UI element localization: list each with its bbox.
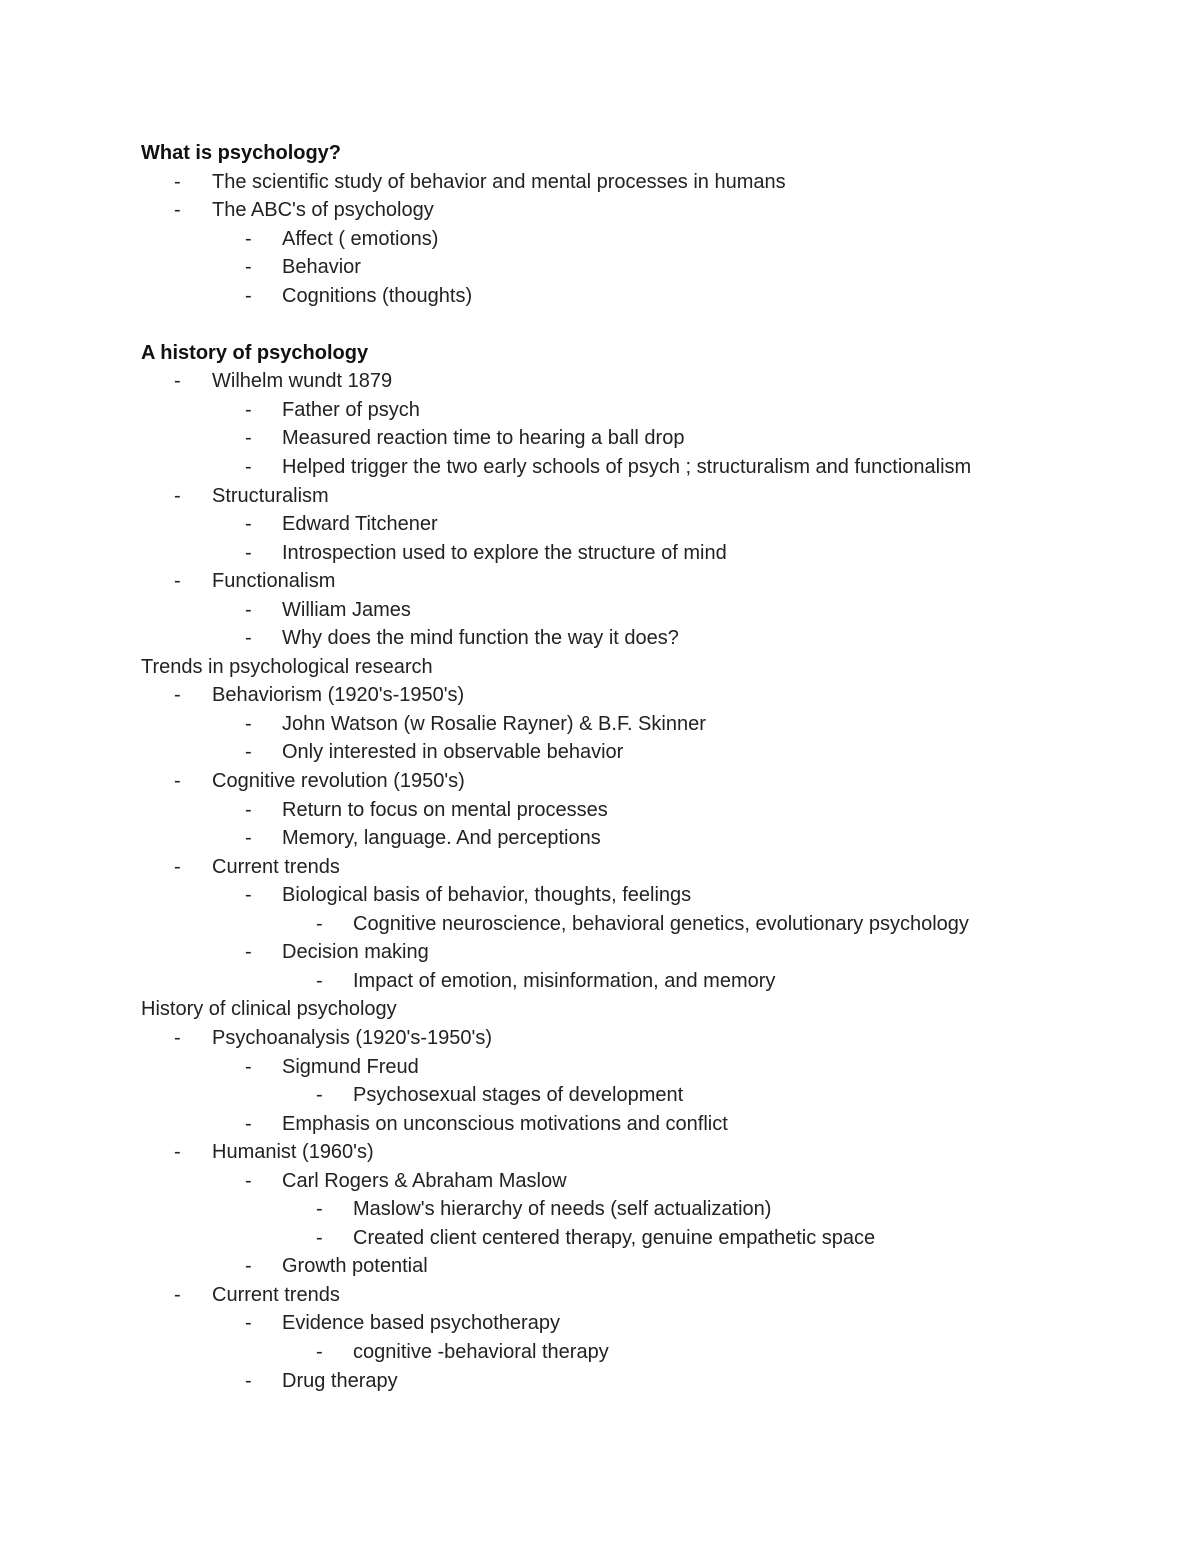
dash-bullet: -: [174, 199, 181, 222]
dash-bullet: -: [316, 1340, 323, 1363]
list-item-level-2: [141, 225, 1141, 254]
list-item-text: Cognitive neuroscience, behavioral genetics, evolutionary psychology: [353, 912, 969, 935]
list-item-level-3: [141, 1338, 1141, 1367]
list-item-text: Maslow's hierarchy of needs (self actualization): [353, 1198, 772, 1221]
list-item-level-3: [141, 1195, 1141, 1224]
list-item-level-2: [141, 1309, 1141, 1338]
dash-bullet: -: [316, 969, 323, 992]
dash-bullet: -: [245, 627, 252, 650]
list-item-text: Impact of emotion, misinformation, and memory: [353, 969, 776, 992]
section-title: History of clinical psychology: [141, 998, 397, 1021]
list-item-level-1: [141, 681, 1141, 710]
list-item-text: Biological basis of behavior, thoughts, feelings: [282, 884, 692, 907]
dash-bullet: -: [245, 741, 252, 764]
list-item-level-1: [141, 767, 1141, 796]
dash-bullet: -: [174, 1141, 181, 1164]
list-item-level-2: [141, 1110, 1141, 1139]
dash-bullet: -: [245, 827, 252, 850]
dash-bullet: -: [245, 1369, 252, 1392]
dash-bullet: -: [245, 284, 252, 307]
list-item-text: Return to focus on mental processes: [282, 798, 608, 821]
list-item-text: Carl Rogers & Abraham Maslow: [282, 1169, 567, 1192]
list-item-level-1: [141, 196, 1141, 225]
list-item-text: William James: [282, 598, 411, 621]
dash-bullet: -: [174, 770, 181, 793]
list-item-level-1: [141, 567, 1141, 596]
list-item-text: Psychoanalysis (1920's-1950's): [212, 1026, 492, 1049]
list-item-level-2: [141, 938, 1141, 967]
list-item-level-2: [141, 1367, 1141, 1396]
list-item-level-1: [141, 1138, 1141, 1167]
dash-bullet: -: [245, 541, 252, 564]
dash-bullet: -: [245, 427, 252, 450]
list-item-level-2: [141, 510, 1141, 539]
list-item-text: Father of psych: [282, 398, 420, 421]
dash-bullet: -: [174, 484, 181, 507]
list-item-text: Current trends: [212, 855, 340, 878]
list-item-level-1: [141, 1281, 1141, 1310]
dash-bullet: -: [245, 1312, 252, 1335]
dash-bullet: -: [245, 1169, 252, 1192]
list-item-text: Introspection used to explore the structure of mind: [282, 541, 727, 564]
list-item-text: Helped trigger the two early schools of psych ; structuralism and functionalism: [282, 456, 972, 479]
dash-bullet: -: [245, 798, 252, 821]
list-item-text: Edward Titchener: [282, 513, 438, 536]
list-item-text: Behavior: [282, 256, 361, 279]
dash-bullet: -: [245, 456, 252, 479]
list-item-text: Psychosexual stages of development: [353, 1084, 684, 1107]
list-item-text: Current trends: [212, 1283, 340, 1306]
list-item-text: Emphasis on unconscious motivations and conflict: [282, 1112, 728, 1135]
dash-bullet: -: [174, 1026, 181, 1049]
blank-line: [141, 310, 1141, 339]
list-item-text: Measured reaction time to hearing a ball drop: [282, 427, 685, 450]
list-item-text: Cognitive revolution (1950's): [212, 770, 465, 793]
list-item-level-2: [141, 253, 1141, 282]
dash-bullet: -: [316, 1226, 323, 1249]
list-item-text: Wilhelm wundt 1879: [212, 370, 393, 393]
list-item-text: Affect ( emotions): [282, 227, 439, 250]
dash-bullet: -: [174, 170, 181, 193]
list-item-text: John Watson (w Rosalie Rayner) & B.F. Skinner: [282, 712, 706, 735]
list-item-text: Drug therapy: [282, 1369, 398, 1392]
list-item-level-1: [141, 367, 1141, 396]
list-item-level-2: [141, 710, 1141, 739]
list-item-text: Humanist (1960's): [212, 1141, 374, 1164]
list-item-level-2: [141, 881, 1141, 910]
list-item-level-1: [141, 168, 1141, 197]
list-item-level-2: [141, 539, 1141, 568]
list-item-level-2: [141, 453, 1141, 482]
list-item-text: cognitive -behavioral therapy: [353, 1340, 609, 1363]
list-item-level-2: [141, 796, 1141, 825]
dash-bullet: -: [316, 1198, 323, 1221]
list-item-text: Why does the mind function the way it does?: [282, 627, 679, 650]
dash-bullet: -: [245, 712, 252, 735]
list-item-level-3: [141, 1081, 1141, 1110]
list-item-text: Growth potential: [282, 1255, 428, 1278]
dash-bullet: -: [316, 912, 323, 935]
list-item-text: Only interested in observable behavior: [282, 741, 624, 764]
section-heading: A history of psychology: [141, 341, 369, 364]
section-title: Trends in psychological research: [141, 655, 433, 678]
list-item-text: Decision making: [282, 941, 429, 964]
list-item-text: Memory, language. And perceptions: [282, 827, 601, 850]
list-item-level-2: [141, 282, 1141, 311]
list-item-text: The ABC's of psychology: [212, 199, 434, 222]
list-item-text: The scientific study of behavior and mental processes in humans: [212, 170, 786, 193]
list-item-level-2: [141, 1252, 1141, 1281]
dash-bullet: -: [174, 570, 181, 593]
dash-bullet: -: [174, 855, 181, 878]
list-item-level-2: [141, 738, 1141, 767]
dash-bullet: -: [245, 884, 252, 907]
list-item-level-2: [141, 396, 1141, 425]
list-item-level-1: [141, 1024, 1141, 1053]
dash-bullet: -: [174, 370, 181, 393]
dash-bullet: -: [245, 598, 252, 621]
dash-bullet: -: [174, 684, 181, 707]
list-item-text: Behaviorism (1920's-1950's): [212, 684, 465, 707]
list-item-level-2: [141, 596, 1141, 625]
list-item-level-2: [141, 624, 1141, 653]
section-heading: What is psychology?: [141, 142, 342, 164]
dash-bullet: -: [245, 398, 252, 421]
list-item-level-1: [141, 482, 1141, 511]
list-item-level-2: [141, 1167, 1141, 1196]
list-item-level-2: [141, 1053, 1141, 1082]
dash-bullet: -: [316, 1084, 323, 1107]
dash-bullet: -: [245, 227, 252, 250]
dash-bullet: -: [245, 1055, 252, 1078]
list-item-level-2: [141, 424, 1141, 453]
dash-bullet: -: [245, 256, 252, 279]
list-item-level-3: [141, 910, 1141, 939]
dash-bullet: -: [174, 1283, 181, 1306]
list-item-text: Created client centered therapy, genuine empathetic space: [353, 1226, 876, 1249]
list-item-level-3: [141, 967, 1141, 996]
list-item-level-1: [141, 853, 1141, 882]
list-item-text: Sigmund Freud: [282, 1055, 419, 1078]
dash-bullet: -: [245, 1112, 252, 1135]
dash-bullet: -: [245, 1255, 252, 1278]
list-item-level-3: [141, 1224, 1141, 1253]
list-item-text: Cognitions (thoughts): [282, 284, 473, 307]
dash-bullet: -: [245, 941, 252, 964]
list-item-level-2: [141, 824, 1141, 853]
dash-bullet: -: [245, 513, 252, 536]
document-body: [141, 139, 1141, 1395]
list-item-text: Structuralism: [212, 484, 329, 507]
list-item-text: Functionalism: [212, 570, 336, 593]
list-item-text: Evidence based psychotherapy: [282, 1312, 560, 1335]
